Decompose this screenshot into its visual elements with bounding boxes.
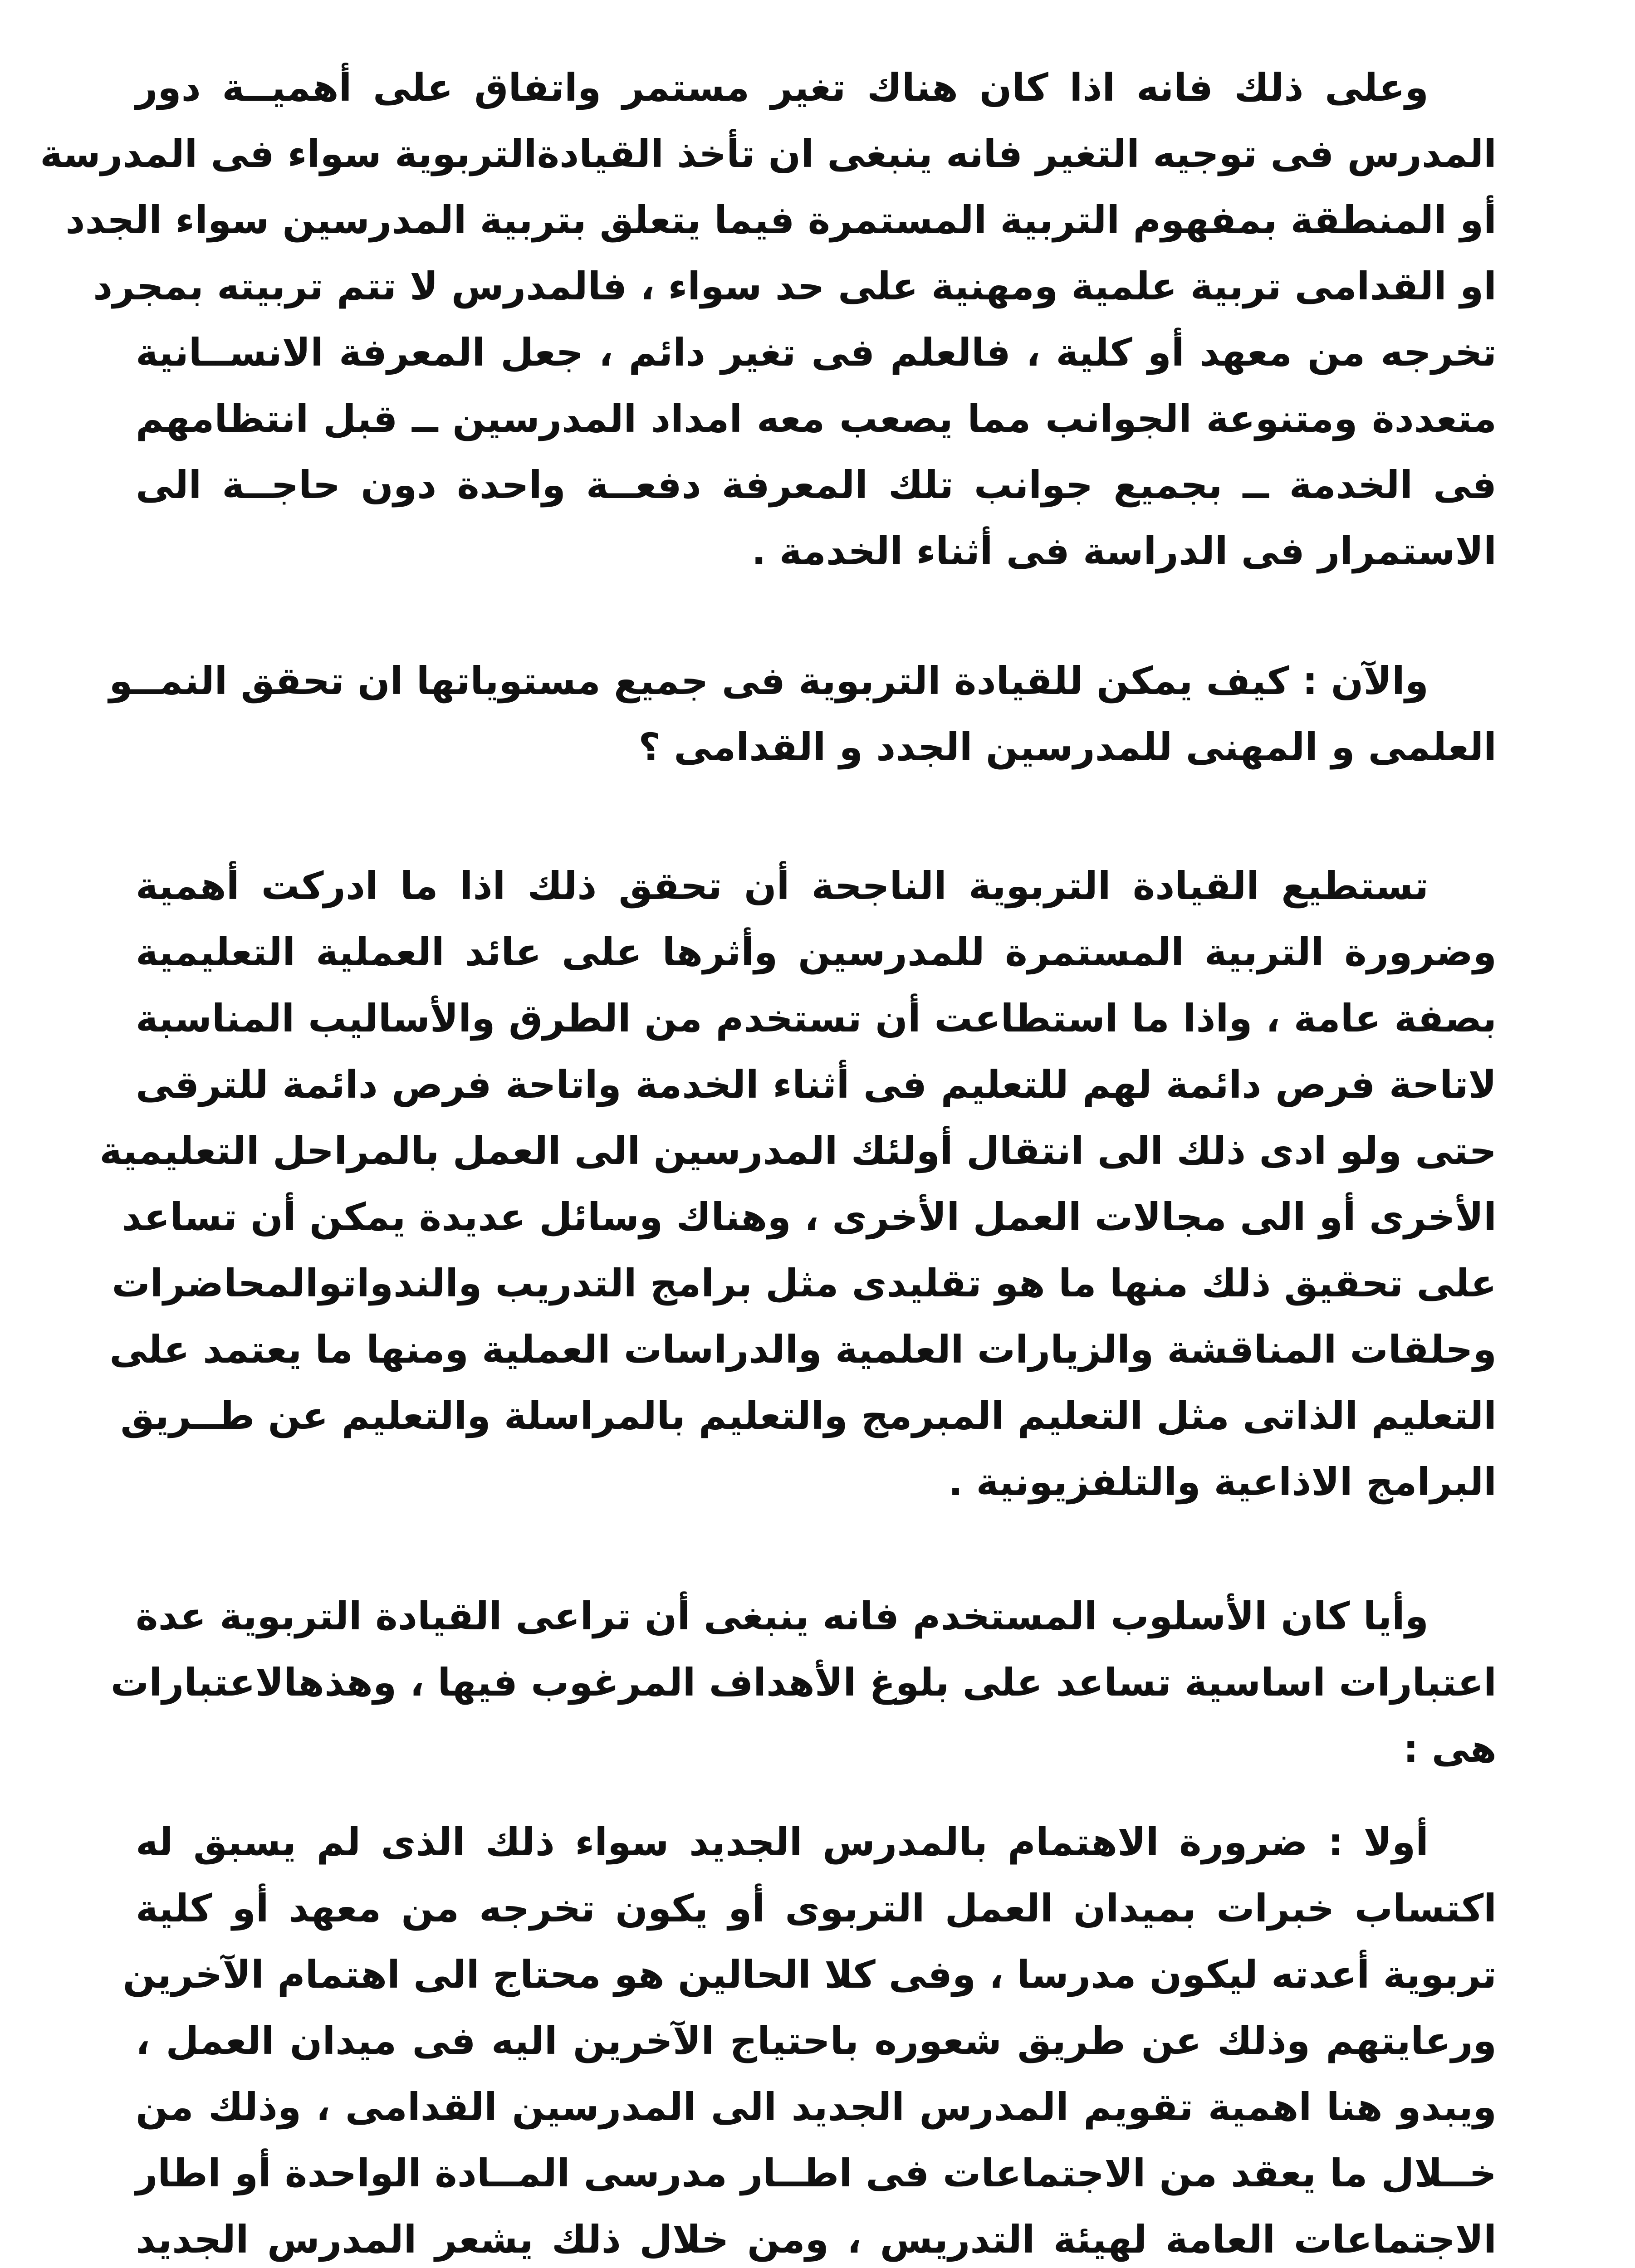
text-line: البرامج الاذاعية والتلفزيونية . [948,1460,1497,1504]
text-line: وضرورة التربية المستمرة للمدرسين وأثرها على عائد العملية التعليمية [136,930,1497,974]
paragraph-question [109,648,1497,780]
paragraph-answer [99,853,1497,1515]
text-line: تخرجه من معهد أو كلية ، فالعلم فى تغير دائم ، جعل المعرفة الانســانية [136,330,1497,375]
paragraph-intro [40,54,1497,584]
text-line: اكتساب خبرات بميدان العمل التربوى أو يكون تخرجه من معهد أو كلية [136,1886,1497,1931]
text-line: هى : [1403,1726,1497,1771]
text-line: لاتاحة فرص دائمة لهم للتعليم فى أثناء الخدمة واتاحة فرص دائمة للترقى [136,1062,1497,1107]
text-column [40,54,1497,2268]
text-line: ورعايتهم وذلك عن طريق شعوره باحتياج الآخرين اليه فى ميدان العمل ، [136,2019,1497,2063]
text-line: المدرس فى توجيه التغير فانه ينبغى ان تأخذ القيادةالتربوية سواء فى المدرسة [40,132,1497,176]
paragraph-first-point [122,1809,1497,2268]
text-line: الأخرى أو الى مجالات العمل الأخرى ، وهناك وسائل عديدة يمكن أن تساعد [122,1195,1497,1239]
text-line: فى الخدمة ــ بجميع جوانب تلك المعرفة دفعــة واحدة دون حاجــة الى [136,463,1497,507]
text-line: العلمى و المهنى للمدرسين الجدد و القدامى ؟ [638,725,1497,769]
text-line: التعليم الذاتى مثل التعليم المبرمج والتعليم بالمراسلة والتعليم عن طــريق [120,1393,1497,1438]
text-line: بصفة عامة ، واذا ما استطاعت أن تستخدم من الطرق والأساليب المناسبة [136,996,1497,1041]
text-fragment: ضرورة الاهتمام بالمدرس الجديد سواء ذلك الذى لم يسبق له [136,1820,1308,1864]
text-line: وأيا كان الأسلوب المستخدم فانه ينبغى أن تراعى القيادة التربوية عدة [136,1594,1429,1638]
text-line: تربوية أعدته ليكون مدرسا ، وفى كلا الحالين هو محتاج الى اهتمام الآخرين [122,1952,1497,1997]
text-line: والآن : كيف يمكن للقيادة التربوية فى جميع مستوياتها ان تحقق النمــو [109,659,1429,703]
point-lead: أولا : [1328,1820,1429,1864]
text-line: أو المنطقة بمفهوم التربية المستمرة فيما يتعلق بتربية المدرسين سواء الجدد [65,198,1497,242]
text-line: على تحقيق ذلك منها ما هو تقليدى مثل برامج التدريب والندواتوالمحاضرات [112,1261,1497,1305]
text-line: ويبدو هنا اهمية تقويم المدرس الجديد الى المدرسين القدامى ، وذلك من [136,2085,1497,2129]
text-line: وحلقات المناقشة والزيارات العلمية والدراسات العملية ومنها ما يعتمد على [109,1327,1497,1372]
text-line: خــلال ما يعقد من الاجتماعات فى اطــار مدرسى المــادة الواحدة أو اطار [136,2151,1497,2195]
text-line: الاستمرار فى الدراسة فى أثناء الخدمة . [751,529,1497,573]
paragraph-considerations [110,1583,1497,1782]
text-line: اعتبارات اساسية تساعد على بلوغ الأهداف المرغوب فيها ، وهذهالاعتبارات [110,1660,1497,1705]
text-line: وعلى ذلك فانه اذا كان هناك تغير مستمر واتفاق على أهميــة دور [136,65,1429,110]
text-line: تستطيع القيادة التربوية الناجحة أن تحقق ذلك اذا ما ادركت أهمية [136,864,1429,908]
text-line: متعددة ومتنوعة الجوانب مما يصعب معه امداد المدرسين ــ قبل انتظامهم [136,396,1497,441]
text-line: حتى ولو ادى ذلك الى انتقال أولئك المدرسين الى العمل بالمراحل التعليمية [99,1129,1497,1173]
text-line: او القدامى تربية علمية ومهنية على حد سواء ، فالمدرس لا تتم تربيته بمجرد [93,264,1497,308]
text-line: الاجتماعات العامة لهيئة التدريس ، ومن خلال ذلك يشعر المدرس الجديد [136,2217,1497,2262]
text-line [136,1809,1497,1875]
